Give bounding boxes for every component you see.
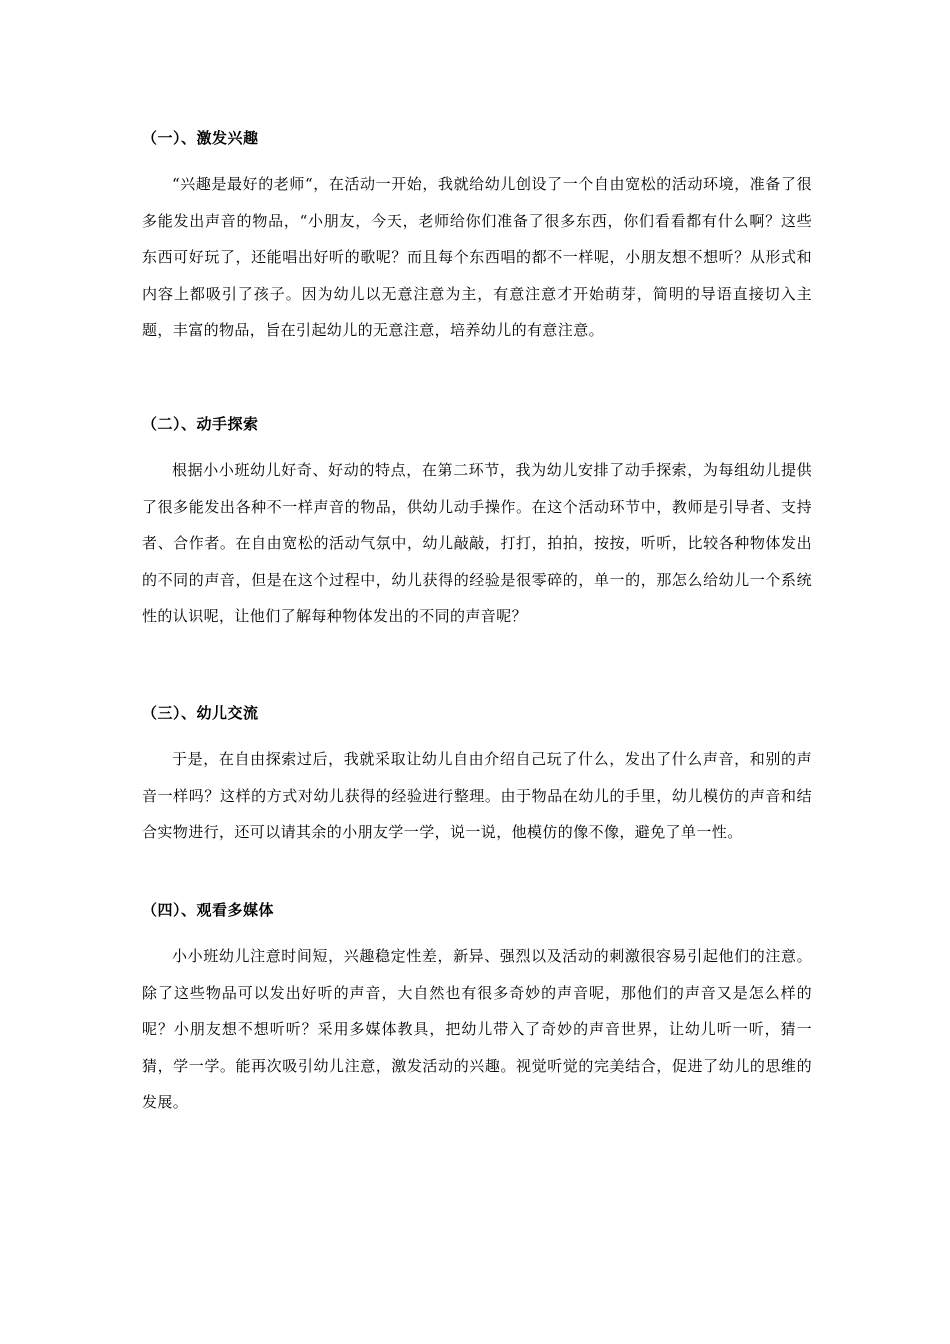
section-heading: （四）、观看多媒体 — [142, 901, 275, 919]
section-stimulate-interest — [142, 126, 812, 349]
section-paragraph: “兴趣是最好的老师“，在活动一开始，我就给幼儿创设了一个自由宽松的活动环境，准备了很多能发出声音的物品，“小朋友，今天，老师给你们准备了很多东西，你们看看都有什么啊？这些东西可好玩了，还能唱出好听的歌呢？而且每个东西唱的都不一样呢，小朋友想不想听？从形式和内容上都吸引了孩子。因为幼儿以无意注意为主，有意注意才开始萌芽，简明的导语直接切入主题，丰富的物品，旨在引起幼儿的无意注意，培养幼儿的有意注意。 — [142, 175, 812, 339]
section-heading: （一）、激发兴趣 — [142, 129, 259, 147]
section-paragraph: 根据小小班幼儿好奇、好动的特点，在第二环节，我为幼儿安排了动手探索，为每组幼儿提供了很多能发出各种不一样声音的物品，供幼儿动手操作。在这个活动环节中，教师是引导者、支持者、合作者。在自由宽松的活动气氛中，幼儿敲敲，打打，拍拍，按按，听听，比较各种物体发出的不同的声音，但是在这个过程中，幼儿获得的经验是很零碎的，单一的，那怎么给幼儿一个系统性的认识呢，让他们了解每种物体发出的不同的声音呢？ — [142, 461, 812, 625]
section-hands-on-exploration — [142, 412, 812, 635]
section-watch-multimedia — [142, 898, 812, 1121]
section-heading: （三）、幼儿交流 — [142, 704, 259, 722]
section-children-exchange — [142, 701, 812, 851]
section-heading: （二）、动手探索 — [142, 415, 259, 433]
section-paragraph: 于是，在自由探索过后，我就采取让幼儿自由介绍自己玩了什么，发出了什么声音，和别的声音一样吗？这样的方式对幼儿获得的经验进行整理。由于物品在幼儿的手里，幼儿模仿的声音和结合实物进行，还可以请其余的小朋友学一学，说一说，他模仿的像不像，避免了单一性。 — [142, 750, 812, 841]
section-paragraph: 小小班幼儿注意时间短，兴趣稳定性差，新异、强烈以及活动的刺激很容易引起他们的注意。除了这些物品可以发出好听的声音，大自然也有很多奇妙的声音呢，那他们的声音又是怎么样的呢？小朋友想不想听听？采用多媒体教具，把幼儿带入了奇妙的声音世界，让幼儿听一听，猜一猜，学一学。能再次吸引幼儿注意，激发活动的兴趣。视觉听觉的完美结合，促进了幼儿的思维的发展。 — [142, 947, 812, 1111]
